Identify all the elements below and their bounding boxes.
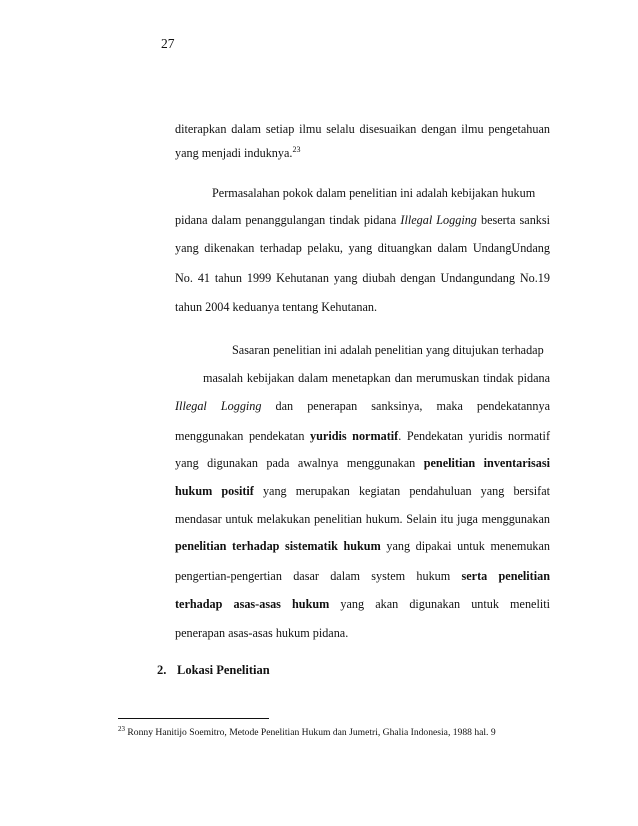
footnote-reference: 23	[292, 144, 301, 154]
paragraph-3-line-6: hukum positif yang merupakan kegiatan pendahuluan yang bersifat	[175, 484, 550, 498]
paragraph-3-line-7: mendasar untuk melakukan penelitian hukum. Selain itu juga menggunakan	[175, 512, 550, 526]
bold-term: terhadap asas-asas hukum	[175, 597, 330, 611]
bold-term: penelitian terhadap sistematik hukum	[175, 539, 381, 553]
paragraph-3-line-1: Sasaran penelitian ini adalah penelitian yang ditujukan terhadap	[232, 343, 544, 357]
paragraph-3-line-4: menggunakan pendekatan yuridis normatif. Pendekatan yuridis normatif	[175, 429, 551, 443]
paragraph-1-line-1: diterapkan dalam setiap ilmu selalu disesuaikan dengan ilmu pengetahuan	[175, 122, 550, 136]
paragraph-2-line-3: yang dikenakan terhadap pelaku, yang dituangkan dalam UndangUndang	[175, 241, 550, 255]
section-title: Lokasi Penelitian	[177, 663, 270, 677]
footnote	[118, 724, 496, 738]
paragraph-3-line-9: pengertian-pengertian dasar dalam system hukum serta penelitian	[175, 569, 550, 583]
paragraph-3-line-10: terhadap asas-asas hukum yang akan digunakan untuk meneliti	[175, 597, 550, 611]
bold-term: yuridis normatif	[310, 429, 399, 443]
section-heading	[157, 663, 270, 678]
footnote-divider	[118, 718, 269, 719]
paragraph-3-line-3: Illegal Logging dan penerapan sanksinya, maka pendekatannya	[175, 399, 550, 413]
paragraph-2-line-4: No. 41 tahun 1999 Kehutanan yang diubah dengan Undangundang No.19	[175, 271, 550, 285]
footnote-text: Ronny Hanitijo Soemitro, Metode Penelitian Hukum dan Jumetri, Ghalia Indonesia, 1988 hal. 9	[127, 727, 496, 738]
footnote-marker: 23	[118, 724, 125, 733]
paragraph-3-line-11: penerapan asas-asas hukum pidana.	[175, 626, 349, 640]
paragraph-3-line-8: penelitian terhadap sistematik hukum yang dipakai untuk menemukan	[175, 539, 551, 553]
bold-term: hukum positif	[175, 484, 254, 498]
paragraph-3-line-2: masalah kebijakan dalam menetapkan dan merumuskan tindak pidana	[203, 371, 550, 385]
section-number: 2.	[157, 663, 167, 677]
paragraph-1-line-2: yang menjadi induknya.$^{23}$	[175, 144, 301, 160]
italic-term: Illegal Logging	[400, 213, 477, 227]
paragraph-2-line-1: Permasalahan pokok dalam penelitian ini adalah kebijakan hukum	[212, 186, 536, 200]
paragraph-2-line-5: tahun 2004 keduanya tentang Kehutanan.	[175, 300, 378, 314]
page-number: 27	[161, 36, 175, 51]
bold-term: penelitian inventarisasi	[423, 456, 551, 470]
paragraph-3-line-5: yang digunakan pada awalnya menggunakan penelitian inventarisasi	[175, 456, 551, 470]
italic-term: Illegal Logging	[175, 399, 262, 413]
paragraph-2-line-2: pidana dalam penanggulangan tindak pidana Illegal Logging beserta sanksi	[175, 213, 551, 227]
bold-term: serta penelitian	[461, 569, 550, 583]
